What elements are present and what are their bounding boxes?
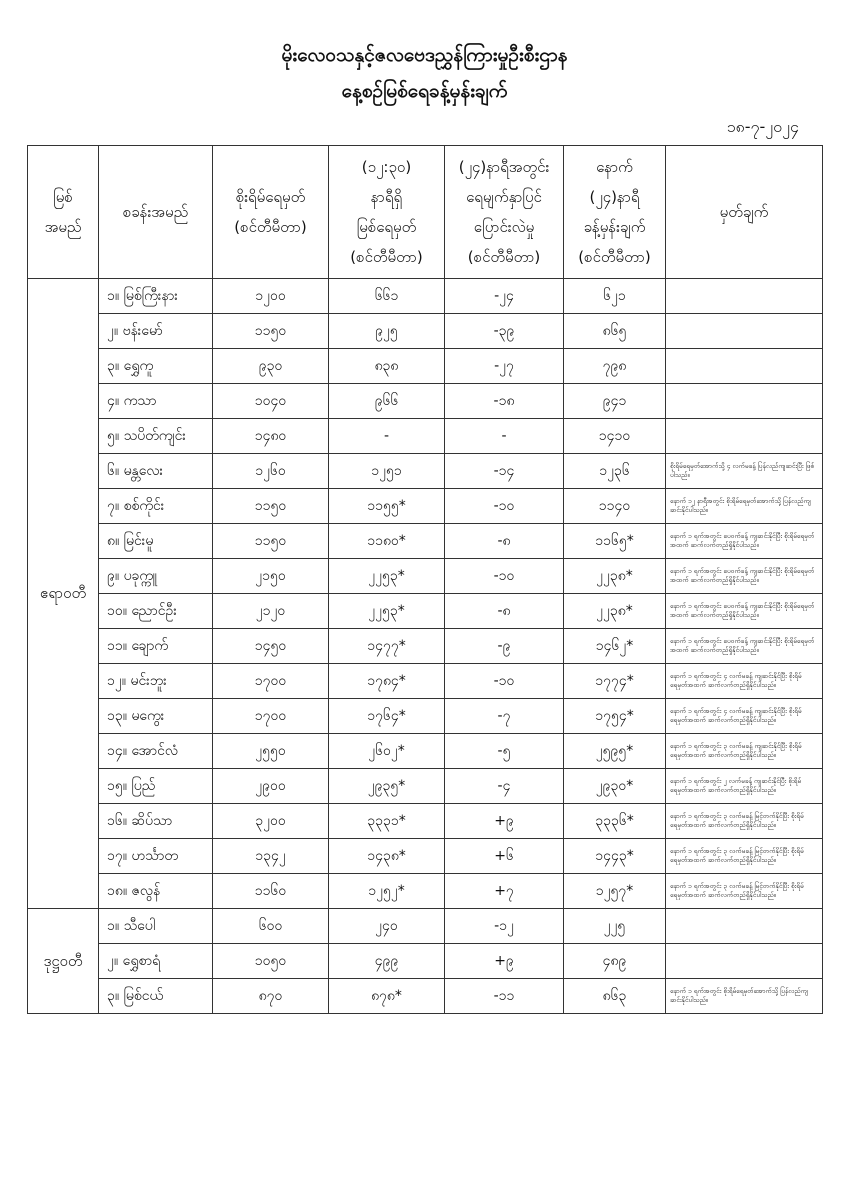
forecast-cell: ၁၇၇၄* <box>564 664 666 699</box>
change-cell: +၉ <box>445 944 564 979</box>
header-line: ရေမျက်နှာပြင် <box>466 188 542 206</box>
header-line: အမည် <box>44 218 82 236</box>
remarks-cell: နောက် ၁ ရက်အတွင်း ပေ၀က်ခန့် ကျဆင်းနိုင်ပြီး စိုးရိမ်ရေမှတ်အထက် ဆက်လက်တည်ရှိနိုင်ပါသည်။ <box>666 524 823 559</box>
table-row <box>28 769 823 804</box>
header-line: စခန်းအမည် <box>122 203 189 221</box>
table-row <box>28 944 823 979</box>
table-row <box>28 839 823 874</box>
station-name-cell: ၁၅။ ပြည် <box>99 769 213 804</box>
station-name-cell: ၇။ စစ်ကိုင်း <box>99 489 213 524</box>
table-row <box>28 804 823 839</box>
remarks-cell <box>666 909 823 944</box>
forecast-cell: ၂၂၃၈* <box>564 559 666 594</box>
remarks-cell <box>666 944 823 979</box>
station-name-cell: ၃။ ရွှေကူ <box>99 349 213 384</box>
header-line: စိုးရိမ်ရေမှတ် <box>235 188 306 206</box>
header-water-level <box>329 146 445 279</box>
table-row <box>28 594 823 629</box>
change-cell: -၁၄ <box>445 454 564 489</box>
forecast-cell: ၈၆၃ <box>564 979 666 1014</box>
table-row <box>28 454 823 489</box>
change-cell: -၄ <box>445 769 564 804</box>
station-name-cell: ၁။ မြစ်ကြီးနား <box>99 279 213 314</box>
table-body <box>28 279 823 1014</box>
station-name-cell: ၁၃။ မကွေး <box>99 699 213 734</box>
danger-level-cell: ၁၁၅၀ <box>213 314 329 349</box>
water-level-cell: ၁၇၈၄* <box>329 664 445 699</box>
header-line: (စင်တီမီတာ) <box>578 248 651 266</box>
page-title: မိုးလေဝသနှင့်ဇလဗေဒညွှန်ကြားမှုဦးစီးဌာန <box>281 44 568 66</box>
change-cell: +၉ <box>445 804 564 839</box>
danger-level-cell: ၂၁၅၀ <box>213 559 329 594</box>
water-level-cell: ၂၂၅၃* <box>329 594 445 629</box>
remarks-cell: နောက် ၁ ရက်အတွင်း ပေ၀က်ခန့် ကျဆင်းနိုင်ပြီး စိုးရိမ်ရေမှတ်အထက် ဆက်လက်တည်ရှိနိုင်ပါသည်။ <box>666 594 823 629</box>
water-level-cell: ၁၁၅၅* <box>329 489 445 524</box>
remarks-cell: နောက် ၁ ရက်အတွင်း ပေ၀က်ခန့် ကျဆင်းနိုင်ပြီး စိုးရိမ်ရေမှတ်အထက် ဆက်လက်တည်ရှိနိုင်ပါသည်။ <box>666 629 823 664</box>
station-name-cell: ၃။ မြစ်ငယ် <box>99 979 213 1014</box>
table-row <box>28 489 823 524</box>
water-level-cell: - <box>329 419 445 454</box>
remarks-cell: နောက် ၁ ရက်အတွင်း ၄ လက်မခန့် ကျဆင်းနိုင်ပြီး စိုးရိမ်ရေမှတ်အထက် ဆက်လက်တည်ရှိနိုင်ပါသည်။ <box>666 664 823 699</box>
report-date: ၁၈-၇-၂၀၂၄ <box>726 117 799 136</box>
change-cell: -၁၀ <box>445 664 564 699</box>
remarks-cell: နောက် ၁ ရက်အတွင်း ၂ လက်မခန့် ကျဆင်းနိုင်ပြီး စိုးရိမ်ရေမှတ်အထက် ဆက်လက်တည်ရှိနိုင်ပါသည်။ <box>666 769 823 804</box>
danger-level-cell: ၁၂၀၀ <box>213 279 329 314</box>
water-level-cell: ၂၄၀ <box>329 909 445 944</box>
water-level-cell: ၄၉၉ <box>329 944 445 979</box>
change-cell: -၁၂ <box>445 909 564 944</box>
danger-level-cell: ၂၁၂၀ <box>213 594 329 629</box>
header-line: (စင်တီမီတာ) <box>350 248 423 266</box>
danger-level-cell: ၁၇၀၀ <box>213 664 329 699</box>
water-level-cell: ၈၃၈ <box>329 349 445 384</box>
station-name-cell: ၂။ ဗန်းမော် <box>99 314 213 349</box>
forecast-cell: ၁၄၁၀ <box>564 419 666 454</box>
remarks-cell <box>666 279 823 314</box>
danger-level-cell: ၃၂၀၀ <box>213 804 329 839</box>
river-name-cell: ဧရာဝတီ <box>28 279 99 909</box>
remarks-cell: နောက် ၁၂ နာရီအတွင်း စိုးရိမ်ရေမှတ်အောက်သို့ ပြန်လည်ကျဆင်းနိုင်ပါသည်။ <box>666 489 823 524</box>
table-row <box>28 909 823 944</box>
danger-level-cell: ၁၁၅၀ <box>213 524 329 559</box>
water-level-cell: ၂၉၃၅* <box>329 769 445 804</box>
change-cell: -၉ <box>445 629 564 664</box>
danger-level-cell: ၁၁၅၀ <box>213 489 329 524</box>
header-danger-level <box>213 146 329 279</box>
change-cell: +၇ <box>445 874 564 909</box>
table-row <box>28 349 823 384</box>
water-level-cell: ၁၁၈၀* <box>329 524 445 559</box>
header-line: နာရီရှိ <box>370 188 403 206</box>
change-cell: -၁၀ <box>445 559 564 594</box>
page-subtitle: နေ့စဉ်မြစ်ရေခန့်မှန်းချက် <box>341 80 508 102</box>
header-line: မြစ်ရေမှတ် <box>356 218 417 236</box>
water-level-cell: ၁၄၇၇* <box>329 629 445 664</box>
danger-level-cell: ၁၃၄၂ <box>213 839 329 874</box>
remarks-cell <box>666 349 823 384</box>
remarks-cell: နောက် ၁ ရက်အတွင်း ၃ လက်မခန့် ကျဆင်းနိုင်ပြီး စိုးရိမ်ရေမှတ်အထက် ဆက်လက်တည်ရှိနိုင်ပါသည်။ <box>666 734 823 769</box>
header-line: (၂၄)နာရီအတွင်း <box>458 158 550 176</box>
forecast-cell: ၈၆၅ <box>564 314 666 349</box>
forecast-cell: ၂၂၅ <box>564 909 666 944</box>
forecast-cell: ၁၁၄၀ <box>564 489 666 524</box>
header-line: ခန့်မှန်းချက် <box>583 218 646 236</box>
header-line: (၁၂:၃၀) <box>361 158 412 176</box>
header-station <box>99 146 213 279</box>
header-change <box>445 146 564 279</box>
remarks-cell <box>666 314 823 349</box>
table-row <box>28 384 823 419</box>
danger-level-cell: ၁၁၆၀ <box>213 874 329 909</box>
table-row <box>28 419 823 454</box>
forecast-cell: ၂၅၉၅* <box>564 734 666 769</box>
table-row <box>28 279 823 314</box>
remarks-cell: နောက် ၁ ရက်အတွင်း ၄ လက်မခန့် ကျဆင်းနိုင်ပြီး စိုးရိမ်ရေမှတ်အထက် ဆက်လက်တည်ရှိနိုင်ပါသည်။ <box>666 699 823 734</box>
change-cell: -၅ <box>445 734 564 769</box>
station-name-cell: ၉။ ပခုက္ကူ <box>99 559 213 594</box>
forecast-cell: ၇၉၈ <box>564 349 666 384</box>
river-name-cell: ဒုဋ္ဌဝတီ <box>28 909 99 1014</box>
remarks-cell: နောက် ၁ ရက်အတွင်း ၃ လက်မခန့် မြင့်တက်နိုင်ပြီး စိုးရိမ်ရေမှတ်အထက် ဆက်လက်တည်ရှိနိုင်ပါသည်။ <box>666 804 823 839</box>
change-cell: -၂၇ <box>445 349 564 384</box>
change-cell: -၃၉ <box>445 314 564 349</box>
forecast-cell: ၁၁၆၅* <box>564 524 666 559</box>
forecast-cell: ၄၈၉ <box>564 944 666 979</box>
remarks-cell: နောက် ၁ ရက်အတွင်း စိုးရိမ်ရေမှတ်အောက်သို့ ပြန်လည်ကျဆင်းနိုင်ပါသည်။ <box>666 979 823 1014</box>
header-line: နောက် <box>596 158 633 176</box>
table-row <box>28 874 823 909</box>
remarks-cell: စိုးရိမ်ရေမှတ်အောက်သို့ ၄ လက်မခန့် ပြန်လည်ကျဆင်းပြီး ဖြစ်ပါသည်။ <box>666 454 823 489</box>
danger-level-cell: ၆၀၀ <box>213 909 329 944</box>
danger-level-cell: ၉၃၀ <box>213 349 329 384</box>
water-level-cell: ၂၆၀၂* <box>329 734 445 769</box>
danger-level-cell: ၁၀၄၀ <box>213 384 329 419</box>
water-level-cell: ၈၇၈* <box>329 979 445 1014</box>
water-level-cell: ၁၂၅၁ <box>329 454 445 489</box>
station-name-cell: ၁၇။ ဟင်္သာတ <box>99 839 213 874</box>
forecast-cell: ၂၂၃၈* <box>564 594 666 629</box>
water-level-cell: ၉၂၅ <box>329 314 445 349</box>
danger-level-cell: ၁၀၅၀ <box>213 944 329 979</box>
remarks-cell <box>666 384 823 419</box>
danger-level-cell: ၂၅၅၀ <box>213 734 329 769</box>
station-name-cell: ၁။ သီပေါ <box>99 909 213 944</box>
remarks-cell: နောက် ၁ ရက်အတွင်း ပေ၀က်ခန့် ကျဆင်းနိုင်ပြီး စိုးရိမ်ရေမှတ်အထက် ဆက်လက်တည်ရှိနိုင်ပါသည်။ <box>666 559 823 594</box>
header-line: မှတ်ချက် <box>719 203 769 221</box>
station-name-cell: ၁၁။ ချောက် <box>99 629 213 664</box>
forecast-cell: ၁၂၅၇* <box>564 874 666 909</box>
table-header-row <box>28 146 823 279</box>
station-name-cell: ၁၀။ ညောင်ဦး <box>99 594 213 629</box>
station-name-cell: ၁၆။ ဆိပ်သာ <box>99 804 213 839</box>
header-line: (စင်တီမီတာ) <box>467 248 541 266</box>
table-row <box>28 524 823 559</box>
header-line: (စင်တီမီတာ) <box>234 218 307 236</box>
change-cell: -၁၈ <box>445 384 564 419</box>
change-cell: -၈ <box>445 594 564 629</box>
water-level-cell: ၃၃၃၁* <box>329 804 445 839</box>
change-cell: +၆ <box>445 839 564 874</box>
change-cell: -၁၁ <box>445 979 564 1014</box>
forecast-cell: ၁၇၅၄* <box>564 699 666 734</box>
table-row <box>28 699 823 734</box>
change-cell: -၈ <box>445 524 564 559</box>
station-name-cell: ၁၈။ ဇလွန် <box>99 874 213 909</box>
station-name-cell: ၅။ သပိတ်ကျင်း <box>99 419 213 454</box>
water-level-cell: ၉၆၆ <box>329 384 445 419</box>
table-row <box>28 314 823 349</box>
water-level-cell: ၁၂၅၂* <box>329 874 445 909</box>
station-name-cell: ၈။ မြင်းမူ <box>99 524 213 559</box>
table-row <box>28 979 823 1014</box>
table-row <box>28 664 823 699</box>
header-line: (၂၄)နာရီ <box>589 188 640 206</box>
forecast-cell: ၆၂၁ <box>564 279 666 314</box>
remarks-cell: နောက် ၁ ရက်အတွင်း ၃ လက်မခန့် မြင့်တက်နိုင်ပြီး စိုးရိမ်ရေမှတ်အထက် ဆက်လက်တည်ရှိနိုင်ပါသည်။ <box>666 874 823 909</box>
header-river <box>28 146 99 279</box>
remarks-cell: နောက် ၁ ရက်အတွင်း ၃ လက်မခန့် မြင့်တက်နိုင်ပြီး စိုးရိမ်ရေမှတ်အထက် ဆက်လက်တည်ရှိနိုင်ပါသည်။ <box>666 839 823 874</box>
header-forecast <box>564 146 666 279</box>
header-remarks <box>666 146 823 279</box>
forecast-cell: ၁၄၆၂* <box>564 629 666 664</box>
station-name-cell: ၂။ ရွှေစာရံ <box>99 944 213 979</box>
danger-level-cell: ၁၇၀၀ <box>213 699 329 734</box>
forecast-table <box>27 145 823 1014</box>
forecast-cell: ၂၉၃၀* <box>564 769 666 804</box>
forecast-cell: ၁၂၃၆ <box>564 454 666 489</box>
water-level-cell: ၆၆၁ <box>329 279 445 314</box>
remarks-cell <box>666 419 823 454</box>
change-cell: -၂၄ <box>445 279 564 314</box>
change-cell: -၇ <box>445 699 564 734</box>
water-level-cell: ၁၄၃၈* <box>329 839 445 874</box>
danger-level-cell: ၂၉၀၀ <box>213 769 329 804</box>
table-row <box>28 734 823 769</box>
change-cell: -၁၀ <box>445 489 564 524</box>
header-line: ပြောင်းလဲမှု <box>473 218 535 236</box>
water-level-cell: ၁၇၆၄* <box>329 699 445 734</box>
station-name-cell: ၁၄။ အောင်လံ <box>99 734 213 769</box>
danger-level-cell: ၁၄၈၀ <box>213 419 329 454</box>
danger-level-cell: ၈၇၀ <box>213 979 329 1014</box>
station-name-cell: ၁၂။ မင်းဘူး <box>99 664 213 699</box>
table-row <box>28 629 823 664</box>
change-cell: - <box>445 419 564 454</box>
water-level-cell: ၂၂၅၃* <box>329 559 445 594</box>
station-name-cell: ၄။ ကသာ <box>99 384 213 419</box>
station-name-cell: ၆။ မန္တလေး <box>99 454 213 489</box>
table-row <box>28 559 823 594</box>
header-line: မြစ် <box>53 188 73 206</box>
forecast-cell: ၃၃၃၆* <box>564 804 666 839</box>
danger-level-cell: ၁၂၆၀ <box>213 454 329 489</box>
danger-level-cell: ၁၄၅၀ <box>213 629 329 664</box>
forecast-cell: ၉၄၁ <box>564 384 666 419</box>
forecast-cell: ၁၄၄၃* <box>564 839 666 874</box>
